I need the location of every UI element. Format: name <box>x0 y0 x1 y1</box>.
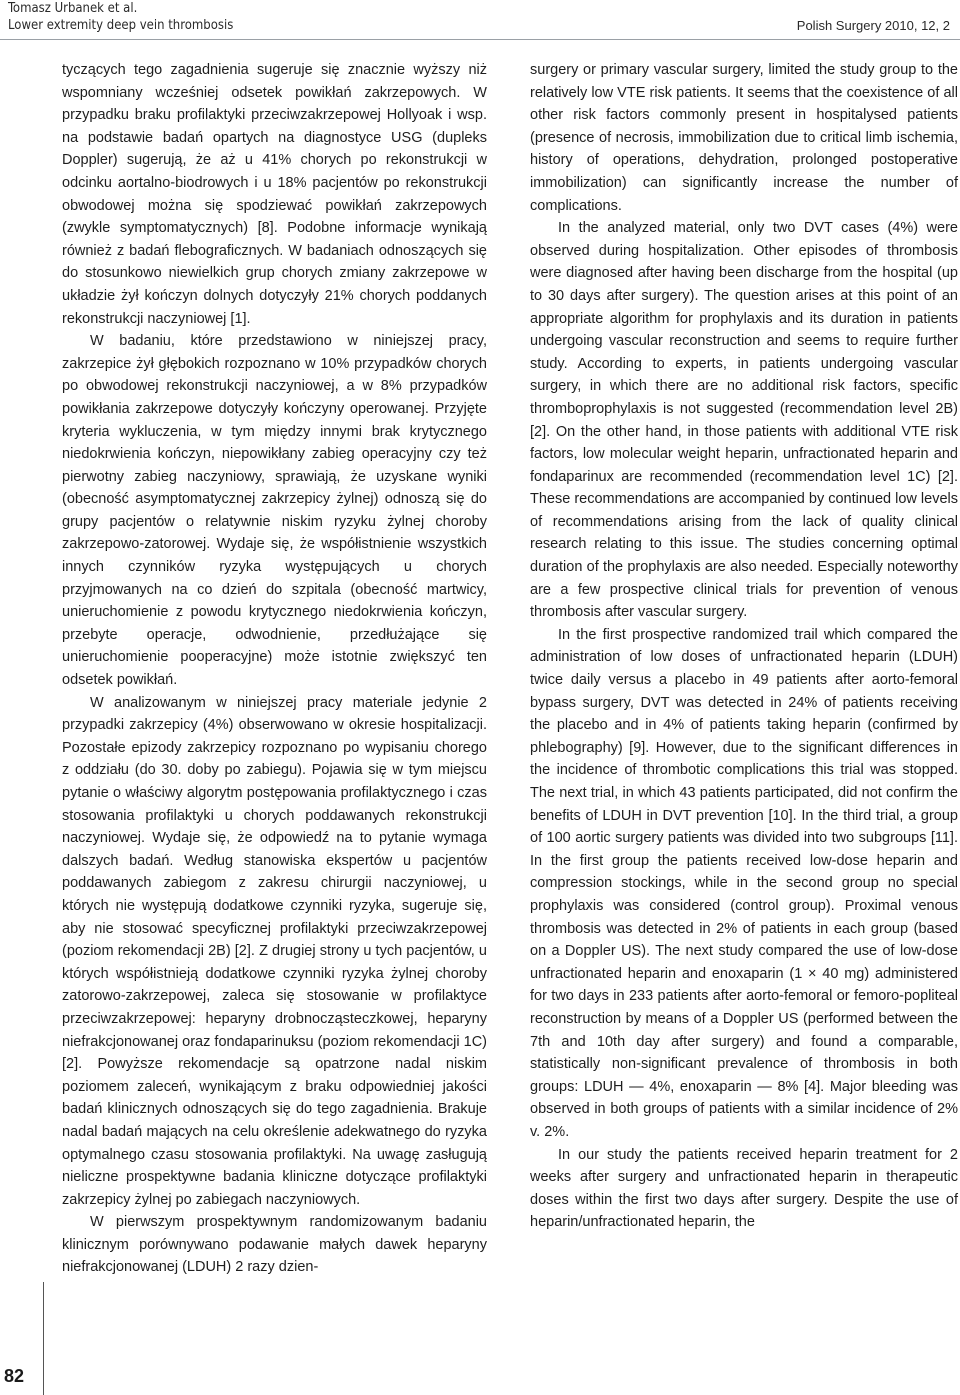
page-header <box>0 0 960 40</box>
journal-citation: Polish Surgery 2010, 12, 2 <box>796 18 950 33</box>
running-title: Lower extremity deep vein thrombosis <box>8 17 234 33</box>
paragraph: In our study the patients received heparin treatment for 2 weeks after surgery and unfractionated heparin in therapeutic doses within the first two days after surgery. Despite the use of heparin/unfractionated heparin, the <box>530 1146 958 1231</box>
page-number-rule <box>43 1282 44 1395</box>
paragraph: W badaniu, które przedstawiono w niniejszej pracy, zakrzepice żył głębokich rozpoznano w 10% przypadków chorych po obwodowej rekonstrukcji naczyniowej, a w 8% przypadków powikłania zakrzepowe dotyczyły kończyny operowanej. Przyjęte kryteria wykluczenia, w tym między innymi brak krytycznego niedokrwienia kończyn, niepowikłany zabieg operacyjny czy też pierwotny zabieg naczyniowy, sprawiają, że uzyskane wyniki (obecność asymptomatycznej zakrzepicy żylnej) odnoszą się do grupy pacjentów o relatywnie niskim ryzyku żylnej choroby zakrzepowo-zatorowej. Wydaje się, że współistnienie wszystkich innych czynników ryzyka występujących u chorych przyjmowanych na co dzień do szpitala (obecność martwicy, unieruchomienie z powodu krytycznego niedokrwienia kończyn, przebyte operacje, odwodnienie, przedłużające się unieruchomienie pooperacyjne) może istotnie zwiększyć ten odsetek powikłań. <box>62 333 487 689</box>
header-rule <box>0 39 960 40</box>
paragraph: W analizowanym w niniejszej pracy materiale jedynie 2 przypadki zakrzepicy (4%) obserwowano w okresie hospitalizacji. Pozostałe epizody zakrzepicy rozpoznano po wypisaniu chorego z oddziału (do 30. doby po zabiegu). Pojawia się w tym miejscu pytanie o właściwy algorytm postępowania profilaktycznego i czas stosowania profilaktyki u chorych poddawanych rekonstrukcji naczyniowej. Wydaje się, że odpowiedź na to pytanie wymaga dalszych badań. Według stanowiska ekspertów u pacjentów poddawanych zabiegom z zakresu chirurgii naczyniowej, u których nie występują dodatkowe czynniki ryzyka, sugeruje się, aby nie stosować specyficznej profilaktyki przeciwzakrzepowej (poziom rekomendacji 2B) [2]. Z drugiej strony u tych pacjentów, u których współistnieją dodatkowe czynniki ryzyka żylnej choroby zatorowo-zakrzepowej, zaleca się stosowanie w profilaktyce przeciwzakrzepowej: heparyny drobnocząsteczkowej, heparyny niefrakcjonowanej oraz fondaparinuksu (poziom rekomendacji 1C) [2]. Powyższe rekomendacje są opatrzone nadal niskim poziomem zaleceń, wynikającym z braku odpowiedniej jakości badań klinicznych odnoszących się do tego zagadnienia. Brakuje nadal badań mających na celu określenie adekwatnego do ryzyka optymalnego czasu stosowania profilaktyki. Na uwagę zasługują nieliczne prospektywne badania kliniczne dotyczące profilaktyki zakrzepicy żylnej po zabiegach naczyniowych. <box>62 694 487 1208</box>
paragraph: In the analyzed material, only two DVT cases (4%) were observed during hospitalization. Other episodes of thrombosis were diagnosed after having been discharge from the hospital (up to 30 days after surgery). The question arises at this point of an appropriate algorithm for prophylaxis and its duration in patients undergoing vascular reconstruction and seems to require further study. According to experts, in patients undergoing vascular surgery, in which there are no additional risk factors, specific thromboprophylaxis is not suggested (recommendation level 2B) [2]. On the other hand, in those patients with additional VTE risk factors, low molecular weight heparin, unfractionated heparin and fondaparinux are recommended (recommendation level 1C) [2]. These recommendations are accompanied by continued low levels of recommendations arising from the lack of quality clinical research relating to this issue. The studies concerning optimal duration of the prophylaxis are also needed. Especially noteworthy are a few prospective clinical trials for prevention of venous thrombosis after vascular surgery. <box>530 220 958 621</box>
paragraph: W pierwszym prospektywnym randomizowanym badaniu klinicznym porównywano podawanie małych dawek heparyny niefrakcjonowanej (LDUH) 2 razy dzien- <box>62 1214 487 1276</box>
page-number: 82 <box>4 1366 25 1386</box>
paragraph: tyczących tego zagadnienia sugeruje się znacznie wyższy niż wspomniany wcześniej odsetek powikłań zakrzepowych. W przypadku braku profilaktyki przeciwzakrzepowej Hollyoak i wsp. na podstawie badań opartych na diagnostyce USG (dupleks Doppler) sugerują, że aż u 41% chorych po rekonstrukcji w odcinku aortalno-biodrowych i u 18% pacjentów po rekonstrukcji obwodowej można się spodziewać powikłań zakrzepowych (zwykle symptomatycznych) [8]. Podobne informacje wynikają również z badań flebograficznych. W badaniach odnoszących się do stosunkowo niewielkich grup chorych zmiany zakrzepowe w układzie żył kończyn dolnych dotyczyły 21% chorych poddanych rekonstrukcji naczyniowej [1]. <box>62 62 487 327</box>
paragraph: surgery or primary vascular surgery, limited the study group to the relatively low VTE risk patients. It seems that the coexistence of all other risk factors commonly present in hospitalysed patients (presence of necrosis, immobilization due to critical limb ischemia, history of operations, dehydration, prolonged postoperative immobilization) can significantly increase the number of complications. <box>530 62 958 214</box>
right-column <box>530 59 958 1234</box>
paragraph: In the first prospective randomized trail which compared the administration of low doses of unfractionated heparin (LDUH) twice daily versus a placebo in 49 patients after aorto-femoral bypass surgery, DVT was detected in 24% of patients receiving the placebo and in 4% of patients taking heparin (confirmed by phlebography) [9]. However, due to the significant differences in the incidence of thrombotic complications this trial was stopped. The next trial, in which 43 patients participated, did not confirm the benefits of LDUH in DVT prevention [10]. In the third trial, a group of 100 aortic surgery patients was divided into two subgroups [11]. In the first group the patients received low-dose heparin and compression stockings, while in the second group no special prophylaxis was considered (control group). Proximal venous thrombosis was detected in 2% of patients in each group (based on a Doppler US). The next study compared the use of low-dose unfractionated heparin and enoxaparin (1 × 40 mg) administered for two days in 233 patients after aorto-femoral or femoro-popliteal reconstruction by means of a Doppler US (performed between the 7th and 10th day after surgery) and found a comparable, statistically non-significant prevalence of thrombosis in both groups: LDUH — 4%, enoxaparin — 8% [4]. Major bleeding was observed in both groups of patients with a similar incidence of 2% v. 2%. <box>530 626 958 1140</box>
running-head <box>8 1 233 34</box>
authors: Tomasz Urbanek et al. <box>8 1 138 16</box>
left-column <box>62 59 487 1279</box>
